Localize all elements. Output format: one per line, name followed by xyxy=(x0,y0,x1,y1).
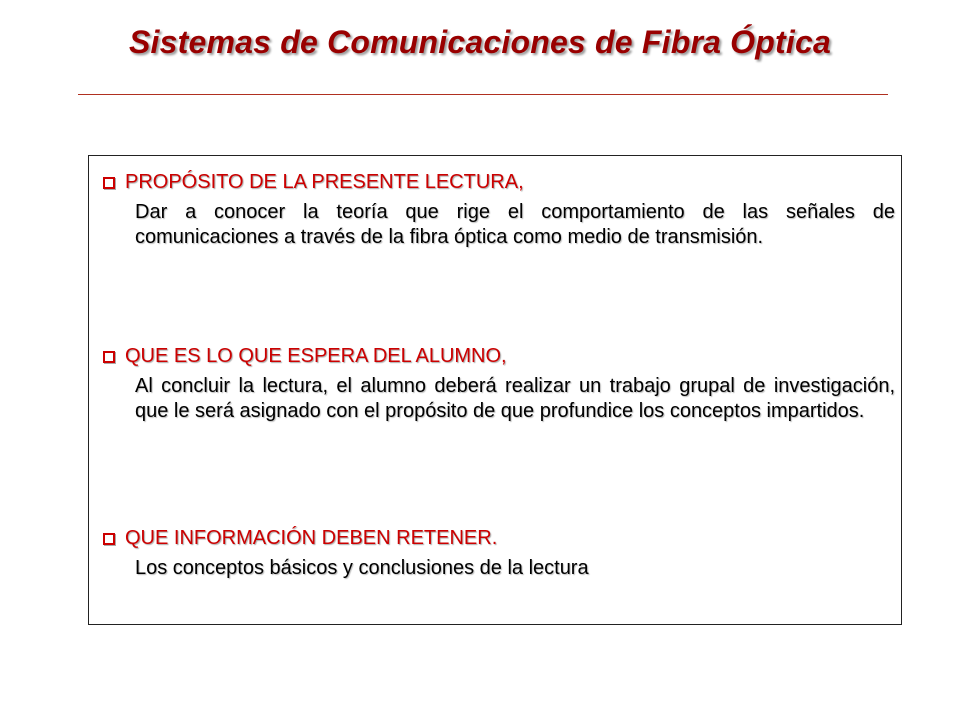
section-text: Al concluir la lectura, el alumno deberá realizar un trabajo grupal de investigación, que le será asignado con el propósito de que profundice los conceptos impartidos. xyxy=(135,375,895,422)
checkbox-icon xyxy=(103,351,115,363)
content-box xyxy=(88,155,902,625)
section-heading: QUE ES LO QUE ESPERA DEL ALUMNO, xyxy=(125,345,507,367)
checkbox-icon xyxy=(103,533,115,545)
section-retention xyxy=(103,526,895,581)
slide-title: Sistemas de Comunicaciones de Fibra Óptica xyxy=(129,24,831,60)
section-heading-row xyxy=(103,170,895,194)
title-divider xyxy=(78,94,888,95)
section-purpose xyxy=(103,170,895,250)
section-heading-row xyxy=(103,526,895,550)
section-heading-row xyxy=(103,344,895,368)
section-expectation xyxy=(103,344,895,424)
section-heading: PROPÓSITO DE LA PRESENTE LECTURA, xyxy=(125,171,524,193)
section-text: Los conceptos básicos y conclusiones de la lectura xyxy=(135,557,589,579)
checkbox-icon xyxy=(103,177,115,189)
section-heading: QUE INFORMACIÓN DEBEN RETENER. xyxy=(125,527,498,549)
section-text: Dar a conocer la teoría que rige el comportamiento de las señales de comunicaciones a través de la fibra óptica como medio de transmisión. xyxy=(135,201,895,248)
